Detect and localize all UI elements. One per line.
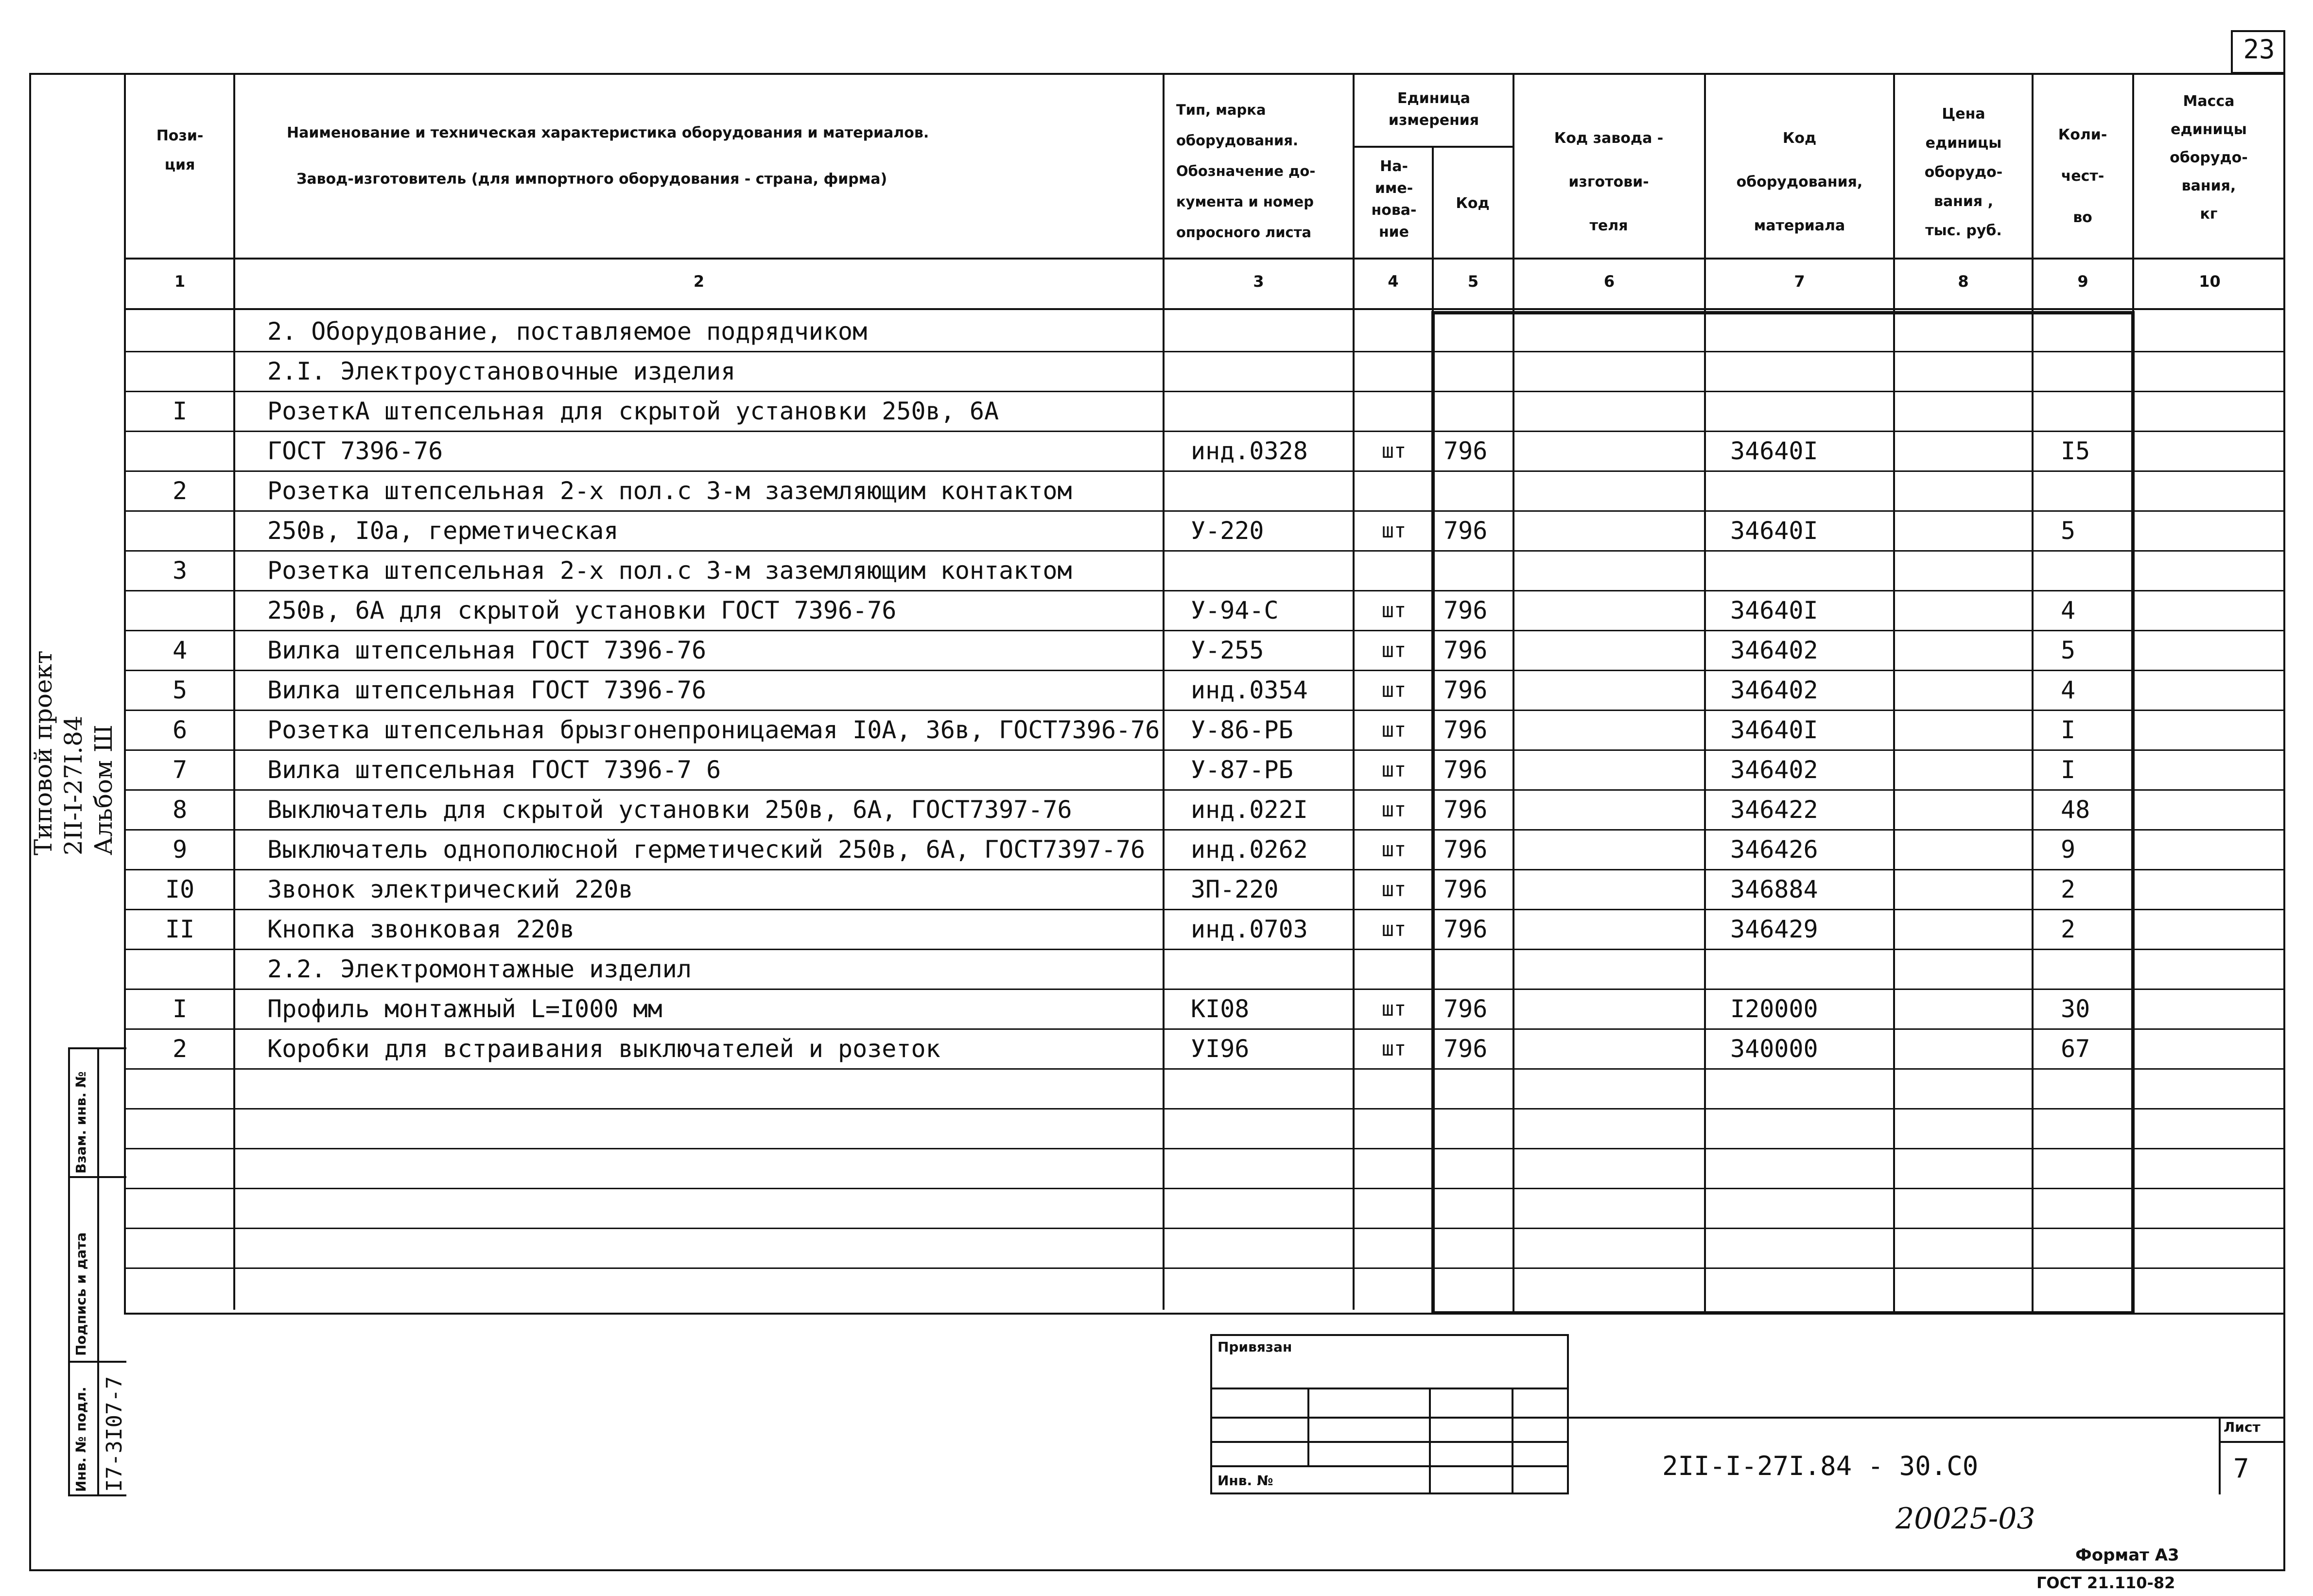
row-code: 796 xyxy=(1443,636,1488,664)
row-code: 796 xyxy=(1443,995,1488,1023)
format-label: Формат А3 xyxy=(2075,1545,2179,1565)
row-unit: шт xyxy=(1381,758,1407,781)
row-pos: 2 xyxy=(172,477,188,505)
row-qty: 9 xyxy=(2061,835,2076,864)
row-qty: I5 xyxy=(2061,437,2090,465)
row-qty: 67 xyxy=(2061,1035,2090,1063)
row-pos: 8 xyxy=(172,796,188,824)
row-pos: 4 xyxy=(172,636,188,664)
row-pos: 3 xyxy=(172,556,188,585)
gost-label: ГОСТ 21.110-82 xyxy=(2036,1574,2175,1592)
row-code: 796 xyxy=(1443,796,1488,824)
row-equip-code: 346884 xyxy=(1730,875,1818,903)
col-number-7: 7 xyxy=(1794,272,1805,291)
row-equip-code: I20000 xyxy=(1730,995,1818,1023)
row-unit: шт xyxy=(1381,598,1407,622)
row-pos: 7 xyxy=(172,756,188,784)
page-number: 23 xyxy=(2243,34,2275,65)
row-name: 2. Оборудование, поставляемое подрядчиком xyxy=(267,317,868,346)
row-type: инд.0328 xyxy=(1191,437,1308,465)
row-unit: шт xyxy=(1381,877,1407,901)
row-unit: шт xyxy=(1381,917,1407,941)
row-code: 796 xyxy=(1443,835,1488,864)
sign-date-label: Подпись и дата xyxy=(73,1232,89,1356)
header-unit-group: Единица измерения xyxy=(1388,90,1479,129)
row-code: 796 xyxy=(1443,596,1488,625)
row-name: Розетка штепсельная 2-х пол.с 3-м заземляющим контактом xyxy=(267,477,1072,505)
row-qty: 5 xyxy=(2061,636,2076,664)
row-name: Коробки для встраивания выключателей и розеток xyxy=(267,1035,940,1063)
row-name: Вилка штепсельная ГОСТ 7396-76 xyxy=(267,636,707,664)
col-number-10: 10 xyxy=(2199,272,2221,291)
row-name: ГОСТ 7396-76 xyxy=(267,437,443,465)
row-qty: I xyxy=(2061,716,2076,744)
col-number-2: 2 xyxy=(693,272,705,291)
row-equip-code: 34640I xyxy=(1730,596,1818,625)
row-type: УI96 xyxy=(1191,1035,1250,1063)
header-mass: Масса единицы оборудо- вания, кг xyxy=(2170,93,2248,223)
row-unit: шт xyxy=(1381,638,1407,662)
row-pos: II xyxy=(165,915,195,943)
row-code: 796 xyxy=(1443,517,1488,545)
side-title-line2: 2II-I-27I.84 xyxy=(59,715,87,855)
col-number-8: 8 xyxy=(1958,272,1969,291)
row-type: У-86-РБ xyxy=(1191,716,1293,744)
row-name: Выключатель однополюсной герметический 250в, 6А, ГОСТ7397-76 xyxy=(267,835,1146,864)
row-equip-code: 346402 xyxy=(1730,636,1818,664)
row-pos: I xyxy=(172,995,188,1023)
row-code: 796 xyxy=(1443,1035,1488,1063)
row-unit: шт xyxy=(1381,837,1407,861)
row-qty: 48 xyxy=(2061,796,2090,824)
row-type: инд.022I xyxy=(1191,796,1308,824)
row-unit: шт xyxy=(1381,439,1407,463)
vzam-inv-label: Взам. инв. № xyxy=(73,1071,89,1174)
col-number-1: 1 xyxy=(174,272,186,291)
row-name: Вилка штепсельная ГОСТ 7396-76 xyxy=(267,676,707,704)
row-equip-code: 346426 xyxy=(1730,835,1818,864)
list-value: 7 xyxy=(2233,1453,2249,1484)
row-pos: I xyxy=(172,397,188,425)
row-name: 250в, I0а, герметическая xyxy=(267,517,619,545)
row-pos: 5 xyxy=(172,676,188,704)
header-unit-code: Код xyxy=(1456,195,1490,212)
row-name: Розетка штепсельная брызгонепроницаемая I0А, 36в, ГОСТ7396-76 xyxy=(267,716,1160,744)
row-qty: 30 xyxy=(2061,995,2090,1023)
document-designation: 2II-I-27I.84 - 30.C0 xyxy=(1662,1451,1979,1481)
row-qty: 4 xyxy=(2061,596,2076,625)
row-code: 796 xyxy=(1443,875,1488,903)
row-pos: 6 xyxy=(172,716,188,744)
row-name: Розетка штепсельная 2-х пол.с 3-м заземляющим контактом xyxy=(267,556,1072,585)
row-type: инд.0262 xyxy=(1191,835,1308,864)
col-number-3: 3 xyxy=(1253,272,1264,291)
row-name: Выключатель для скрытой установки 250в, 6А, ГОСТ7397-76 xyxy=(267,796,1072,824)
row-unit: шт xyxy=(1381,678,1407,702)
privyazan-block xyxy=(1210,1334,1569,1494)
row-unit: шт xyxy=(1381,997,1407,1021)
header-quantity: Коли- чест- во xyxy=(2058,126,2107,226)
row-type: У-94-С xyxy=(1191,596,1279,625)
row-equip-code: 346422 xyxy=(1730,796,1818,824)
row-unit: шт xyxy=(1381,798,1407,821)
row-unit: шт xyxy=(1381,718,1407,742)
row-type: инд.0703 xyxy=(1191,915,1308,943)
row-qty: 2 xyxy=(2061,915,2076,943)
row-pos: 2 xyxy=(172,1035,188,1063)
row-equip-code: 346402 xyxy=(1730,756,1818,784)
row-pos: 9 xyxy=(172,835,188,864)
header-name-line2: Завод-изготовитель (для импортного оборудования - страна, фирма) xyxy=(296,171,887,188)
row-qty: 2 xyxy=(2061,875,2076,903)
side-title-line1: Типовой проект xyxy=(29,650,57,855)
row-name: Звонок электрический 220в xyxy=(267,875,633,903)
row-code: 796 xyxy=(1443,676,1488,704)
header-name-line1: Наименование и техническая характеристика оборудования и материалов. xyxy=(287,124,929,141)
header-plant-code: Код завода - изготови- теля xyxy=(1554,130,1664,234)
row-type: У-87-РБ xyxy=(1191,756,1293,784)
row-pos: I0 xyxy=(165,875,195,903)
header-equipment-code: Код оборудования, материала xyxy=(1736,130,1863,234)
row-name: Профиль монтажный L=I000 мм xyxy=(267,995,662,1023)
col-number-9: 9 xyxy=(2077,272,2088,291)
row-code: 796 xyxy=(1443,915,1488,943)
binding-strip-line xyxy=(68,1047,70,1494)
row-qty: 4 xyxy=(2061,676,2076,704)
row-equip-code: 346402 xyxy=(1730,676,1818,704)
list-label: Лист xyxy=(2224,1419,2261,1435)
row-code: 796 xyxy=(1443,716,1488,744)
row-type: У-220 xyxy=(1191,517,1264,545)
row-unit: шт xyxy=(1381,519,1407,542)
col-number-6: 6 xyxy=(1603,272,1615,291)
row-code: 796 xyxy=(1443,437,1488,465)
row-equip-code: 34640I xyxy=(1730,517,1818,545)
row-type: У-255 xyxy=(1191,636,1264,664)
row-type: инд.0354 xyxy=(1191,676,1308,704)
inv-number-label: Инв. № xyxy=(1217,1473,1273,1489)
header-unit-name: На- име- нова- ние xyxy=(1371,158,1417,241)
row-equip-code: 34640I xyxy=(1730,437,1818,465)
inv-podl-label: Инв. № подл. xyxy=(73,1387,89,1492)
inv-podl-value: I7-3I07-7 xyxy=(102,1376,127,1492)
row-name: Кнопка звонковая 220в xyxy=(267,915,575,943)
header-price: Цена единицы оборудо- вания , тыс. руб. xyxy=(1924,105,2003,239)
row-qty: I xyxy=(2061,756,2076,784)
row-name: Вилка штепсельная ГОСТ 7396-7 6 xyxy=(267,756,721,784)
row-name: 2.I. Электроустановочные изделия xyxy=(267,357,736,385)
header-type: Тип, марка оборудования. Обозначение до- кумента и номер опросного листа xyxy=(1176,102,1316,241)
handwritten-number: 20025-03 xyxy=(1896,1502,2035,1536)
col-number-4: 4 xyxy=(1388,272,1399,291)
row-equip-code: 346429 xyxy=(1730,915,1818,943)
row-code: 796 xyxy=(1443,756,1488,784)
col-number-5: 5 xyxy=(1467,272,1479,291)
side-title-line3: Альбом Ш xyxy=(89,725,118,855)
header-position: Пози- ция xyxy=(156,127,204,173)
row-name: РозеткА штепсельная для скрытой установки 250в, 6А xyxy=(267,397,999,425)
privyazan-label: Привязан xyxy=(1217,1339,1292,1355)
row-name: 2.2. Электромонтажные изделил xyxy=(267,955,692,983)
row-unit: шт xyxy=(1381,1037,1407,1060)
row-type: КI08 xyxy=(1191,995,1250,1023)
row-equip-code: 340000 xyxy=(1730,1035,1818,1063)
row-qty: 5 xyxy=(2061,517,2076,545)
row-equip-code: 34640I xyxy=(1730,716,1818,744)
row-name: 250в, 6А для скрытой установки ГОСТ 7396-76 xyxy=(267,596,897,625)
row-type: ЗП-220 xyxy=(1191,875,1279,903)
